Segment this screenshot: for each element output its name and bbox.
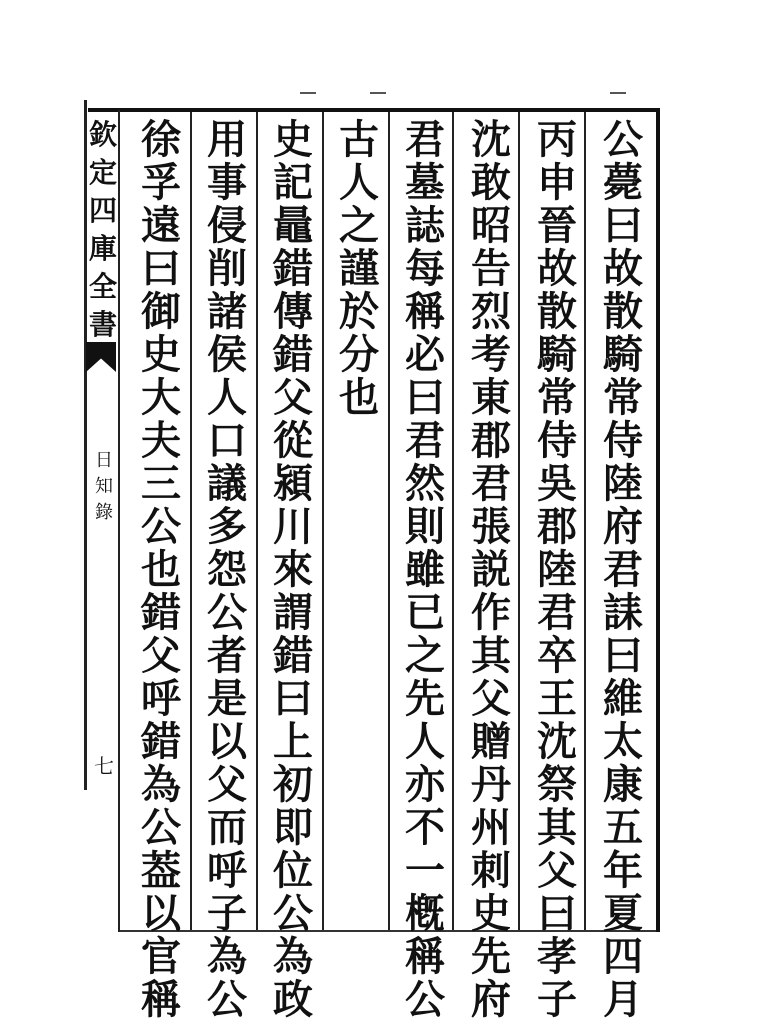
- glyph: 記: [273, 159, 313, 206]
- glyph: 槪: [405, 890, 445, 937]
- glyph: 説: [471, 546, 511, 593]
- column-divider: [256, 112, 258, 930]
- glyph: 知: [95, 476, 113, 497]
- text-column-5: [332, 118, 386, 419]
- glyph: 孝: [537, 933, 577, 980]
- glyph: 吳: [537, 460, 577, 507]
- glyph: 丹: [471, 761, 511, 808]
- glyph: 謂: [273, 589, 313, 636]
- glyph: 侵: [207, 202, 247, 249]
- glyph: 散: [537, 288, 577, 335]
- glyph: 史: [471, 890, 511, 937]
- glyph: 故: [537, 245, 577, 292]
- glyph: 昭: [471, 202, 511, 249]
- frame-right-border: [656, 110, 660, 932]
- glyph: 四: [88, 194, 117, 227]
- column-divider: [190, 112, 192, 930]
- glyph: 郡: [471, 417, 511, 464]
- glyph: 定: [88, 156, 117, 189]
- glyph: 錄: [95, 502, 113, 523]
- glyph: 錯: [273, 632, 313, 679]
- glyph: 曰: [141, 245, 181, 292]
- glyph: 公: [141, 503, 181, 550]
- glyph: 來: [273, 546, 313, 593]
- glyph: 分: [339, 331, 379, 378]
- text-column-6: [266, 118, 320, 1021]
- glyph: 徐: [141, 116, 181, 163]
- glyph: 人: [207, 374, 247, 421]
- glyph: 者: [207, 632, 247, 679]
- glyph: 誄: [603, 589, 643, 636]
- glyph: 烈: [471, 288, 511, 335]
- glyph: 怨: [207, 546, 247, 593]
- glyph: 亦: [405, 761, 445, 808]
- glyph: 陸: [537, 546, 577, 593]
- glyph: 侍: [603, 417, 643, 464]
- glyph: 公: [603, 116, 643, 163]
- glyph: 君: [537, 589, 577, 636]
- glyph: 之: [405, 632, 445, 679]
- glyph: 晉: [537, 202, 577, 249]
- glyph: 父: [537, 847, 577, 894]
- glyph: 夫: [141, 417, 181, 464]
- margin-series-title: [88, 116, 118, 344]
- page-number: 七: [94, 754, 114, 778]
- top-tick-mark: [370, 92, 386, 94]
- glyph: 府: [471, 976, 511, 1023]
- glyph: 子: [537, 976, 577, 1023]
- glyph: 用: [207, 116, 247, 163]
- column-divider: [584, 112, 586, 930]
- glyph: 已: [405, 589, 445, 636]
- glyph: 書: [88, 308, 117, 341]
- glyph: 錯: [141, 718, 181, 765]
- glyph: 葢: [141, 847, 181, 894]
- glyph: 為: [273, 933, 313, 980]
- glyph: 州: [471, 804, 511, 851]
- glyph: 太: [603, 718, 643, 765]
- text-column-1: [596, 118, 650, 1021]
- glyph: 政: [273, 976, 313, 1023]
- glyph: 為: [207, 933, 247, 980]
- glyph: 君: [603, 546, 643, 593]
- glyph: 君: [471, 460, 511, 507]
- glyph: 必: [405, 331, 445, 378]
- glyph: 上: [273, 718, 313, 765]
- glyph: 為: [141, 761, 181, 808]
- glyph: 每: [405, 245, 445, 292]
- glyph: 三: [141, 460, 181, 507]
- glyph: 事: [207, 159, 247, 206]
- glyph: 公: [273, 890, 313, 937]
- glyph: 君: [405, 116, 445, 163]
- glyph: 而: [207, 804, 247, 851]
- glyph: 錯: [141, 589, 181, 636]
- glyph: 即: [273, 804, 313, 851]
- top-tick-mark: [300, 92, 316, 94]
- glyph: 父: [273, 374, 313, 421]
- glyph: 欽: [88, 118, 117, 151]
- glyph: 張: [471, 503, 511, 550]
- glyph: 大: [141, 374, 181, 421]
- glyph: 史: [273, 116, 313, 163]
- glyph: 父: [471, 675, 511, 722]
- glyph: 稱: [405, 288, 445, 335]
- glyph: 稱: [405, 933, 445, 980]
- glyph: 人: [405, 718, 445, 765]
- top-tick-mark: [610, 92, 626, 94]
- glyph: 君: [405, 417, 445, 464]
- glyph: 贈: [471, 718, 511, 765]
- glyph: 墓: [405, 159, 445, 206]
- text-column-4: [398, 118, 452, 1021]
- glyph: 古: [339, 116, 379, 163]
- glyph: 卒: [537, 632, 577, 679]
- glyph: 史: [141, 331, 181, 378]
- glyph: 侍: [537, 417, 577, 464]
- text-column-7: [200, 118, 254, 1021]
- glyph: 以: [141, 890, 181, 937]
- column-divider: [388, 112, 390, 930]
- glyph: 騎: [537, 331, 577, 378]
- glyph: 遠: [141, 202, 181, 249]
- glyph: 孚: [141, 159, 181, 206]
- glyph: 作: [471, 589, 511, 636]
- glyph: 王: [537, 675, 577, 722]
- glyph: 騎: [603, 331, 643, 378]
- text-column-3: [464, 118, 518, 1021]
- column-divider: [518, 112, 520, 930]
- glyph: 沈: [471, 116, 511, 163]
- glyph: 丙: [537, 116, 577, 163]
- glyph: 曰: [273, 675, 313, 722]
- glyph: 然: [405, 460, 445, 507]
- glyph: 御: [141, 288, 181, 335]
- column-divider: [452, 112, 454, 930]
- glyph: 是: [207, 675, 247, 722]
- text-column-2: [530, 118, 584, 1021]
- glyph: 先: [405, 675, 445, 722]
- frame-top-border: [88, 108, 660, 112]
- glyph: 東: [471, 374, 511, 421]
- glyph: 錯: [273, 245, 313, 292]
- glyph: 也: [141, 546, 181, 593]
- glyph: 不: [405, 804, 445, 851]
- glyph: 曰: [405, 374, 445, 421]
- glyph: 雖: [405, 546, 445, 593]
- glyph: 傳: [273, 288, 313, 335]
- frame-left-border: [84, 100, 87, 790]
- glyph: 祭: [537, 761, 577, 808]
- glyph: 削: [207, 245, 247, 292]
- glyph: 郡: [537, 503, 577, 550]
- glyph: 申: [537, 159, 577, 206]
- glyph: 其: [537, 804, 577, 851]
- glyph: 維: [603, 675, 643, 722]
- glyph: 曰: [603, 202, 643, 249]
- glyph: 全: [88, 270, 117, 303]
- glyph: 常: [603, 374, 643, 421]
- glyph: 誌: [405, 202, 445, 249]
- glyph: 則: [405, 503, 445, 550]
- glyph: 月: [603, 976, 643, 1023]
- glyph: 薨: [603, 159, 643, 206]
- glyph: 川: [273, 503, 313, 550]
- glyph: 曰: [603, 632, 643, 679]
- glyph: 陸: [603, 460, 643, 507]
- glyph: 一: [405, 847, 445, 894]
- glyph: 年: [603, 847, 643, 894]
- column-divider: [322, 112, 324, 930]
- glyph: 鼂: [273, 202, 313, 249]
- glyph: 謹: [339, 245, 379, 292]
- glyph: 康: [603, 761, 643, 808]
- glyph: 父: [141, 632, 181, 679]
- margin-book-title: [92, 448, 116, 526]
- glyph: 於: [339, 288, 379, 335]
- glyph: 夏: [603, 890, 643, 937]
- text-column-8: [134, 118, 188, 1021]
- glyph: 告: [471, 245, 511, 292]
- glyph: 五: [603, 804, 643, 851]
- glyph: 考: [471, 331, 511, 378]
- glyph: 曰: [537, 890, 577, 937]
- glyph: 刺: [471, 847, 511, 894]
- glyph: 呼: [141, 675, 181, 722]
- glyph: 其: [471, 632, 511, 679]
- glyph: 四: [603, 933, 643, 980]
- glyph: 公: [405, 976, 445, 1023]
- glyph: 公: [207, 976, 247, 1023]
- glyph: 官: [141, 933, 181, 980]
- glyph: 多: [207, 503, 247, 550]
- glyph: 口: [207, 417, 247, 464]
- glyph: 先: [471, 933, 511, 980]
- glyph: 人: [339, 159, 379, 206]
- glyph: 府: [603, 503, 643, 550]
- glyph: 之: [339, 202, 379, 249]
- glyph: 從: [273, 417, 313, 464]
- glyph: 日: [95, 450, 113, 471]
- glyph: 沈: [537, 718, 577, 765]
- glyph: 呼: [207, 847, 247, 894]
- glyph: 公: [141, 804, 181, 851]
- glyph: 位: [273, 847, 313, 894]
- glyph: 錯: [273, 331, 313, 378]
- margin-divider-line: [118, 110, 120, 932]
- glyph: 庫: [88, 232, 117, 265]
- glyph: 散: [603, 288, 643, 335]
- glyph: 以: [207, 718, 247, 765]
- glyph: 議: [207, 460, 247, 507]
- glyph: 敢: [471, 159, 511, 206]
- glyph: 子: [207, 890, 247, 937]
- glyph: 公: [207, 589, 247, 636]
- glyph: 初: [273, 761, 313, 808]
- glyph: 潁: [273, 460, 313, 507]
- glyph: 常: [537, 374, 577, 421]
- glyph: 父: [207, 761, 247, 808]
- glyph: 也: [339, 374, 379, 421]
- glyph: 稱: [141, 976, 181, 1023]
- fish-tail-mark: [86, 342, 116, 372]
- glyph: 諸: [207, 288, 247, 335]
- glyph: 侯: [207, 331, 247, 378]
- glyph: 故: [603, 245, 643, 292]
